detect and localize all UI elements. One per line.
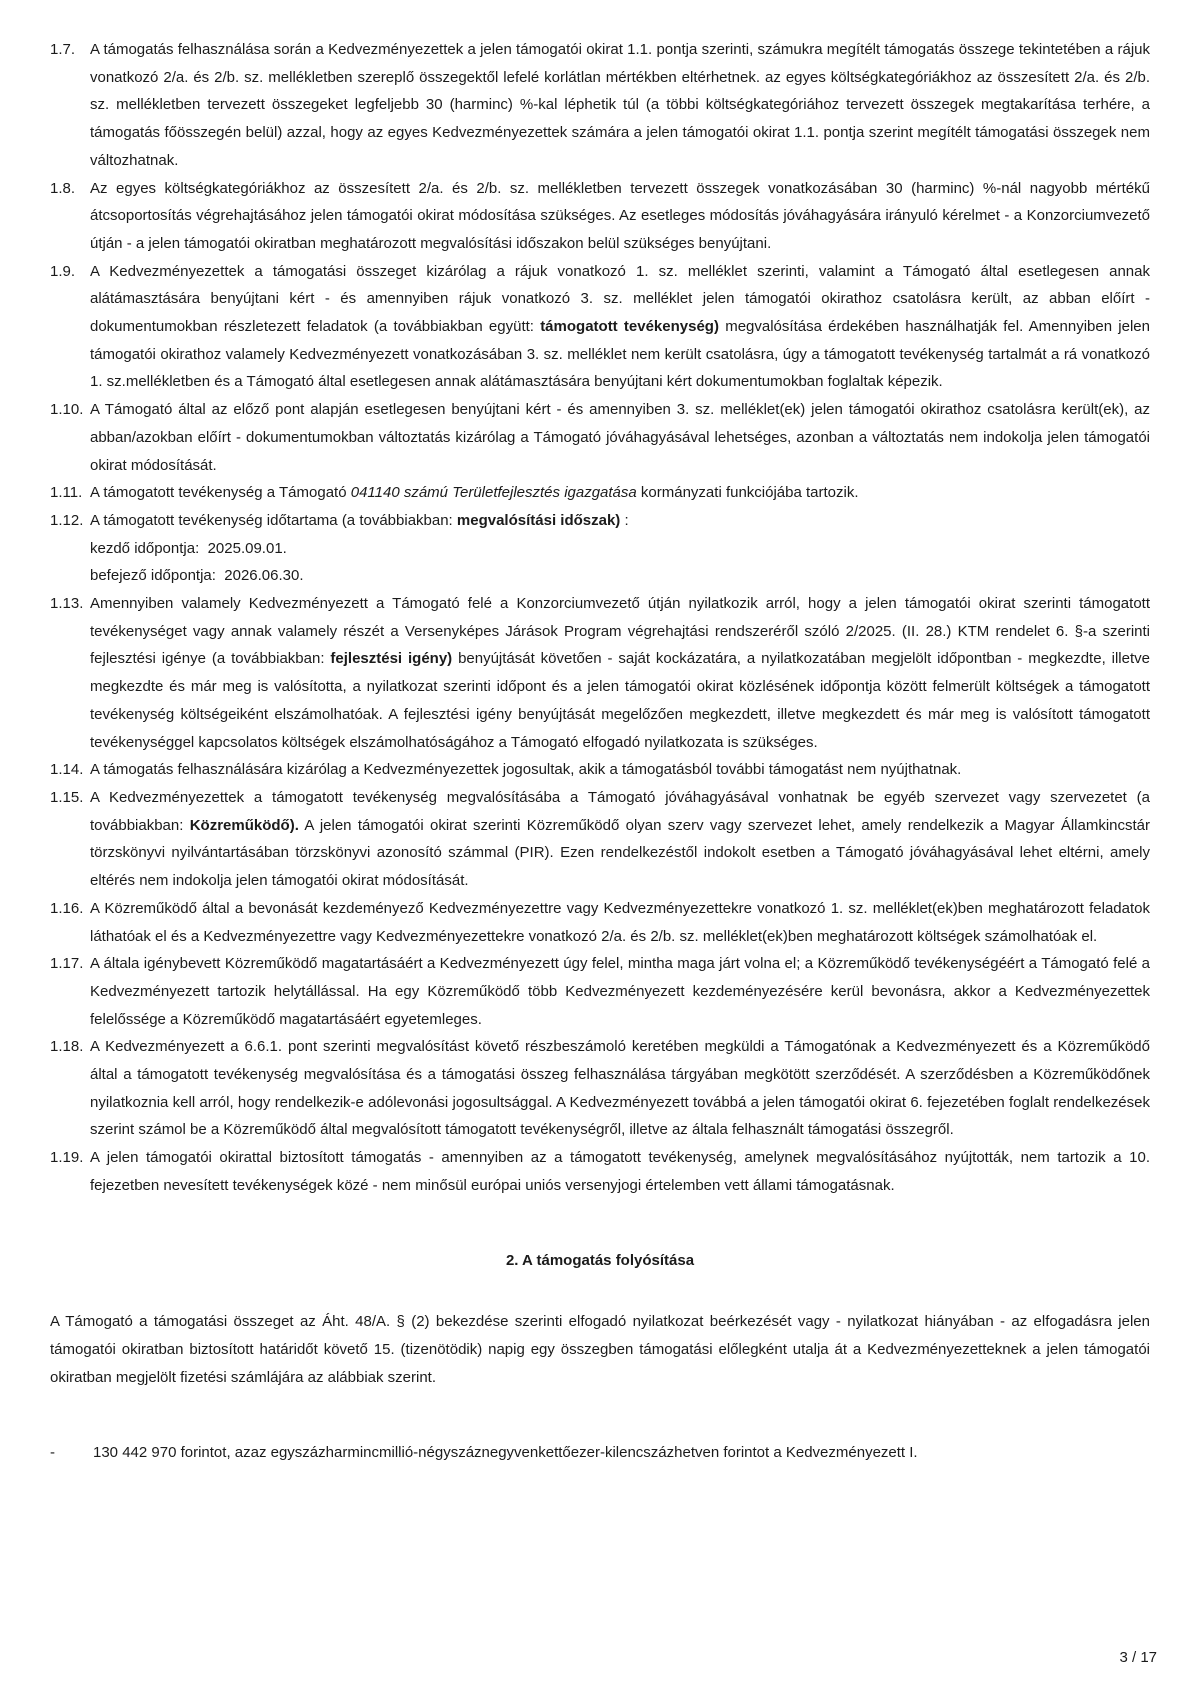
clause-number: 1.18.: [50, 1038, 84, 1056]
clause-item: [50, 479, 1150, 507]
bullet-item: [50, 1439, 1150, 1467]
clause-item: [50, 507, 1150, 590]
clause-text-run: A támogatott tevékenység időtartama (a továbbiakban:: [90, 511, 457, 529]
section-heading: 2. A támogatás folyósítása: [505, 1251, 695, 1269]
clause-item: [50, 258, 1150, 397]
clause-text: [90, 1033, 1150, 1144]
clause-text: [90, 507, 1150, 590]
clause-text-run: :: [620, 511, 629, 529]
clause-text-run: A támogatás felhasználására kizárólag a Kedvezményezettek jogosultak, akik a támogatásból további támogatást nem nyújthatnak.: [90, 761, 962, 779]
clause-text: [90, 590, 1150, 756]
clause-text-run: A Kedvezményezett a 6.6.1. pont szerinti megvalósítást követő részbeszámoló keretében megküldi a Támogatónak a Kedvezményezett és a Közreműködő által a támogatott tevékenység megvalósítása és a támogatási összeg felhasználása tárgyában megkötött szerződését. A szerződésben a Közreműködőnek nyilatkoznia kell arról, hogy rendelkezik-e adólevonási jogosultsággal. A Kedvezményezett továbbá a jelen támogatói okirat 6. fejezetében foglalt rendelkezések szerint számol be a Közreműködő által megvalósított támogatott tevékenységről, illetve az általa felhasznált támogatási összegről.: [90, 1038, 1150, 1139]
clause-text-run: Közreműködő).: [189, 816, 299, 834]
clause-item: [50, 175, 1150, 258]
clause-text-run: A általa igénybevett Közreműködő magatartásáért a Kedvezményezett úgy felel, mintha maga járt volna el; a Közreműködő tevékenységéért a Támogató felé a Kedvezményezett tartozik helytállással. Ha egy Közreműködő több Kedvezményezett kezdeményezésére kerül bevonásra, akkor a Kedvezményezettek felelőssége a Közreműködő magatartásáért egyetemleges.: [90, 955, 1150, 1028]
clause-number: 1.9.: [50, 262, 76, 280]
clause-text-run: befejező időpontja: 2026.06.30.: [90, 567, 304, 585]
clause-item: [50, 396, 1150, 479]
clause-item: [50, 590, 1150, 756]
section2-intro-paragraph: A Támogató a támogatási összeget az Áht. 48/A. § (2) bekezdése szerinti elfogadó nyilatkozat beérkezését vagy - nyilatkozat hiányában - az elfogadásra jelen támogatói okiratban biztosított határidőt követő 15. (tizenötödik) napig egy összegben támogatási előlegként utalja át a Kedvezményezetteknek a jelen támogatói okiratban megjelölt fizetési számlájára az alábbiak szerint.: [50, 1313, 1150, 1386]
clause-text-run: A támogatás felhasználása során a Kedvezményezettek a jelen támogatói okirat 1.1. pontja szerinti, számukra megítélt támogatás összege tekintetében a rájuk vonatkozó 2/a. és 2/b. sz. mellékletben szereplő összegektől lefelé korlátlan mértékben eltérhetnek. az egyes költségkategóriákhoz az összesített 2/a. és 2/b. sz. mellékletben tervezett összegeket legfeljebb 30 (harminc) %-kal léphetik túl (a többi költségkategóriához tervezett összegek megtakarítása terhére, a támogatás főösszegén belül) azzal, hogy az egyes Kedvezményezettek számára a jelen támogatói okirat 1.1. pontja szerint megítélt támogatási összegek nem változhatnak.: [90, 41, 1150, 169]
clause-text-run: Az egyes költségkategóriákhoz az összesített 2/a. és 2/b. sz. mellékletben tervezett összegek vonatkozásában 30 (harminc) %-nál nagyobb mértékű átcsoportosítás végrehajtásához jelen támogatói okirat módosítása szükséges. Az esetleges módosítás jóváhagyására irányuló kérelmet - a Konzorciumvezető útján - a jelen támogatói okiratban meghatározott megvalósítási időszakon belül szükséges benyújtani.: [90, 179, 1150, 252]
clause-text: [90, 895, 1150, 950]
clause-text-run: megvalósítási időszak): [456, 511, 621, 529]
clause-text: [90, 175, 1150, 258]
clause-text-run: kormányzati funkciójába tartozik.: [636, 484, 859, 502]
clause-item: [50, 895, 1150, 950]
clause-text-run: A jelen támogatói okirat szerinti Közreműködő olyan szerv vagy szervezet lehet, amely rendelkezik a Magyar Államkincstár törzskönyvi nyilvántartásában törzskönyvi azonosító számmal (PIR). Ezen rendelkezéstől indokolt esetben a Támogató jóváhagyásával lehet eltérni, amely eltérés nem indokolja jelen támogatói okirat módosítását.: [90, 816, 1151, 890]
clause-item: [50, 36, 1150, 175]
clause-text: [90, 784, 1150, 895]
clause-number: 1.12.: [50, 511, 84, 529]
numbered-clause-list: [50, 36, 1150, 1200]
clause-text-run: 041140 számú Területfejlesztés igazgatása: [350, 484, 637, 502]
clause-item: [50, 756, 1150, 784]
clause-text-run: A jelen támogatói okirattal biztosított támogatás - amennyiben az a támogatott tevékenység, amelynek megvalósításához nyújtották, nem tartozik a 10. fejezetben nevesített tevékenységek közé - nem minősül európai uniós versenyjogi értelemben vett állami támogatásnak.: [90, 1149, 1150, 1194]
clause-text: [90, 950, 1150, 1033]
clause-text: [90, 36, 1150, 175]
clause-number: 1.14.: [50, 761, 84, 779]
clause-number: 1.15.: [50, 788, 84, 806]
clause-text-run: benyújtását követően - saját kockázatára, a nyilatkozatában megjelölt időpontban - megkezdte, illetve megkezdte és már meg is valósította, a nyilatkozat szerinti időpont és a jelen támogatói okirat közlésének időpontja között felmerült költségek a támogatott tevékenység költségeiként elszámolhatóak. A fejlesztési igény benyújtását megelőzően megkezdett, illetve megkezdett és már meg is valósított támogatott tevékenységgel kapcsolatos költségek elszámolhatóságához a Támogató elfogadó nyilatkozata is szükséges.: [90, 650, 1150, 751]
clause-number: 1.11.: [50, 484, 83, 502]
clause-item: [50, 784, 1150, 895]
clause-number: 1.8.: [50, 179, 76, 197]
clause-number: 1.13.: [50, 595, 84, 613]
clause-text-run: A Kedvezményezettek a támogatási összeget kizárólag a rájuk vonatkozó 1. sz. melléklet szerinti, valamint a Támogató által esetlegesen annak alátámasztására benyújtani kért - és amennyiben rájuk vonatkozó 3. sz. melléklet jelen támogatói okirathoz csatolásra került, az abban előírt - dokumentumokban részletezett feladatok (a továbbiakban együtt:: [90, 262, 1150, 336]
clause-text: [90, 258, 1150, 397]
clause-number: 1.17.: [50, 955, 84, 973]
clause-text-run: A Közreműködő által a bevonását kezdeményező Kedvezményezettre vagy Kedvezményezettekre vonatkozó 1. sz. melléklet(ek)ben meghatározott feladatok láthatóak el és a Kedvezményezettre vagy Kedvezményezettekre vonatkozó 2/a. és 2/b. sz. melléklet(ek)ben meghatározott költségek számolhatóak el.: [90, 899, 1150, 945]
clause-text-run: kezdő időpontja: 2025.09.01.: [90, 539, 287, 557]
clause-number: 1.19.: [50, 1149, 84, 1167]
clause-number: 1.10.: [50, 401, 84, 419]
bullet-marker: -: [50, 1444, 55, 1462]
clause-text-run: A Kedvezményezettek a támogatott tevékenység megvalósításába a Támogató jóváhagyásával vonhatnak be egyéb szervezet vagy szervezetet (a továbbiakban:: [90, 788, 1150, 834]
clause-item: [50, 1033, 1150, 1144]
clause-text: [90, 1144, 1150, 1199]
clause-text-run: A támogatott tevékenység a Támogató: [90, 484, 351, 502]
clause-text-run: támogatott tevékenység): [540, 318, 719, 336]
clause-text-run: Amennyiben valamely Kedvezményezett a Támogató felé a Konzorciumvezető útján nyilatkozik arról, hogy a jelen támogatói okirat szerinti támogatott tevékenységet vagy annak valamely részét a Versenyképes Járások Program végrehajtási rendszeréről szóló 2/2025. (II. 28.) KTM rendelet 6. §-a szerinti fejlesztési igénye (a továbbiakban:: [90, 595, 1150, 668]
clause-text: [90, 756, 1150, 784]
page-number: 3 / 17: [1119, 1649, 1157, 1666]
clause-text-run: A Támogató által az előző pont alapján esetlegesen benyújtani kért - és amennyiben 3. sz. melléklet(ek) jelen támogatói okirathoz csatolásra került(ek), az abban/azokban előírt - dokumentumokban változtatás kizárólag a Támogató jóváhagyásával lehetséges, azonban a változtatás nem indokolja jelen támogatói okirat módosítását.: [90, 401, 1150, 474]
clause-text: [90, 479, 1150, 507]
clause-item: [50, 1144, 1150, 1199]
clause-text-run: fejlesztési igény): [330, 650, 453, 668]
clause-item: [50, 950, 1150, 1033]
clause-number: 1.7.: [50, 41, 76, 58]
clause-text: [90, 396, 1150, 479]
bullet-text: 130 442 970 forintot, azaz egyszázharmincmillió-négyszáznegyvenkettőezer-kilencszázhetven forintot a Kedvezményezett I.: [93, 1444, 918, 1462]
clause-text-run: megvalósítása érdekében használhatják fel. Amennyiben jelen támogatói okirathoz valamely Kedvezményezett vonatkozásában 3. sz. melléklet nem került csatolásra, úgy a támogatott tevékenység tartalmát a rá vonatkozó 1. sz.mellékletben és a Támogató által esetlegesen annak alátámasztására benyújtani kért dokumentumokban foglaltak képezik.: [90, 318, 1150, 391]
clause-number: 1.16.: [50, 899, 84, 917]
